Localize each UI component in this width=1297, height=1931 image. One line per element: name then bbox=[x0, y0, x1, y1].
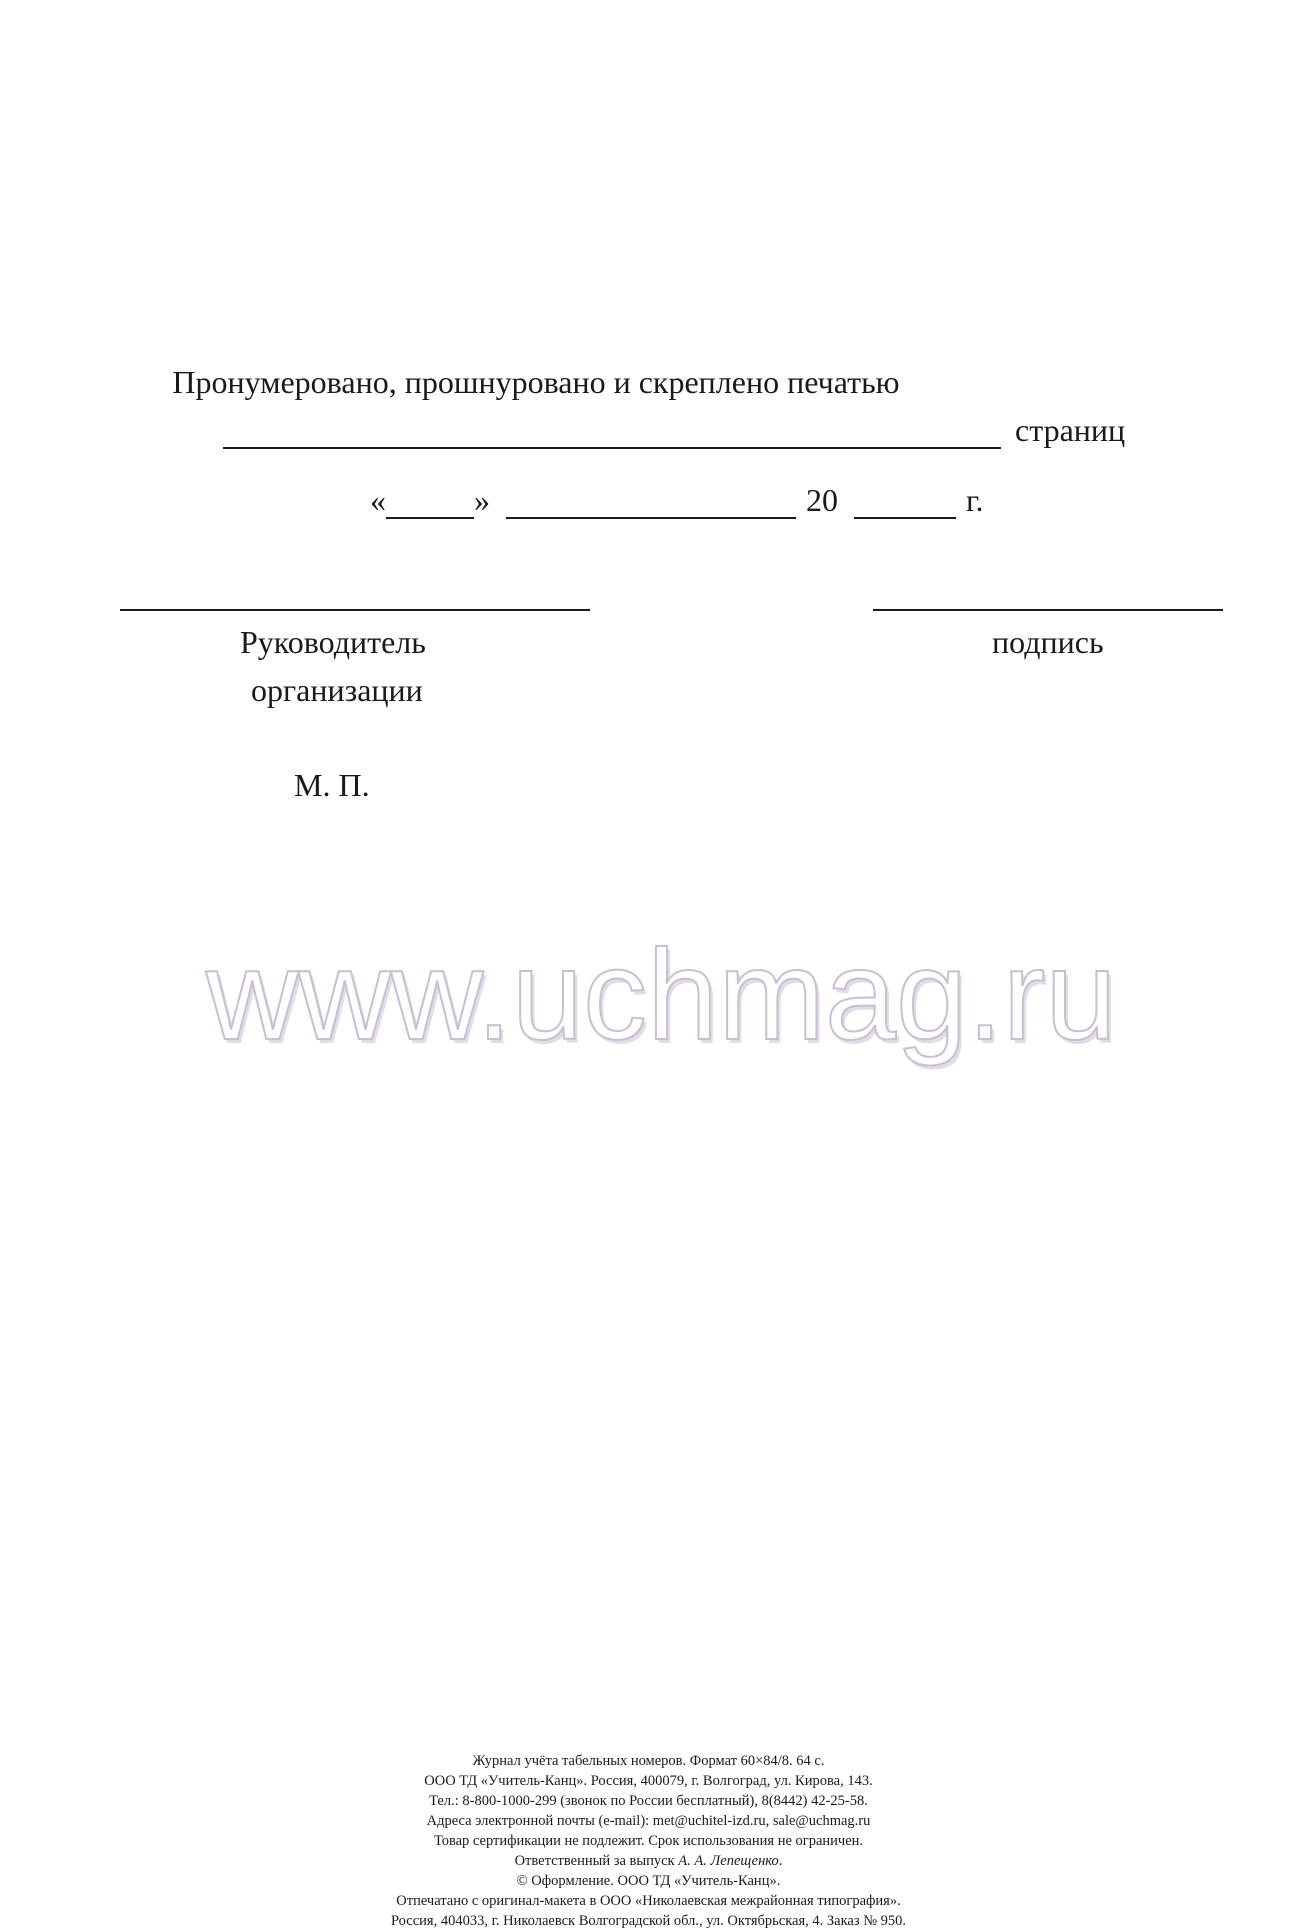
imprint-line: Журнал учёта табельных номеров. Формат 60×84/8. 64 с. bbox=[472, 1753, 825, 1769]
year-suffix: г. bbox=[966, 482, 984, 518]
imprint-line: ООО ТД «Учитель-Канц». Россия, 400079, г. Волгоград, ул. Кирова, 143. bbox=[424, 1773, 873, 1789]
date-open-quote: « bbox=[370, 482, 386, 518]
head-label-line2: организации bbox=[251, 672, 423, 708]
imprint-line: © Оформление. ООО ТД «Учитель-Канц». bbox=[516, 1873, 781, 1889]
imprint-responsible-line bbox=[0, 1851, 1297, 1871]
responsible-prefix: Ответственный за выпуск bbox=[514, 1853, 679, 1869]
imprint-line: Россия, 404033, г. Николаевск Волгоградской обл., ул. Октябрьская, 4. Заказ № 950. bbox=[390, 1913, 907, 1929]
responsible-name: А. А. Лепещенко bbox=[678, 1853, 779, 1869]
head-signature-line bbox=[120, 609, 590, 611]
signature-label: подпись bbox=[992, 624, 1104, 660]
document-heading: Пронумеровано, прошнуровано и скреплено печатью bbox=[172, 364, 900, 400]
pages-count-line bbox=[223, 411, 1125, 449]
pages-count-blank bbox=[223, 413, 1001, 449]
imprint-line: Тел.: 8-800-1000-299 (звонок по России бесплатный), 8(8442) 42-25-58. bbox=[429, 1793, 868, 1809]
date-close-quote: » bbox=[474, 482, 490, 518]
imprint-line: Товар сертификации не подлежит. Срок использования не ограничен. bbox=[433, 1833, 864, 1849]
stamp-label: М. П. bbox=[294, 767, 370, 803]
head-label-line1: Руководитель bbox=[240, 624, 426, 660]
month-blank bbox=[506, 487, 796, 519]
imprint-line: Отпечатано с оригинал-макета в ООО «Николаевская межрайонная типография». bbox=[396, 1893, 901, 1909]
date-line bbox=[370, 481, 984, 519]
day-blank bbox=[386, 487, 474, 519]
watermark: www.uchmag.ru bbox=[206, 924, 1117, 1067]
year-prefix: 20 bbox=[806, 482, 838, 518]
imprint-line: Адреса электронной почты (e-mail): met@uchitel-izd.ru, sale@uchmag.ru bbox=[426, 1813, 871, 1829]
pages-word: страниц bbox=[1015, 412, 1126, 448]
year-blank bbox=[854, 487, 956, 519]
responsible-suffix: . bbox=[778, 1853, 783, 1869]
signature-line bbox=[873, 609, 1223, 611]
imprint-footer bbox=[0, 1751, 1297, 1931]
